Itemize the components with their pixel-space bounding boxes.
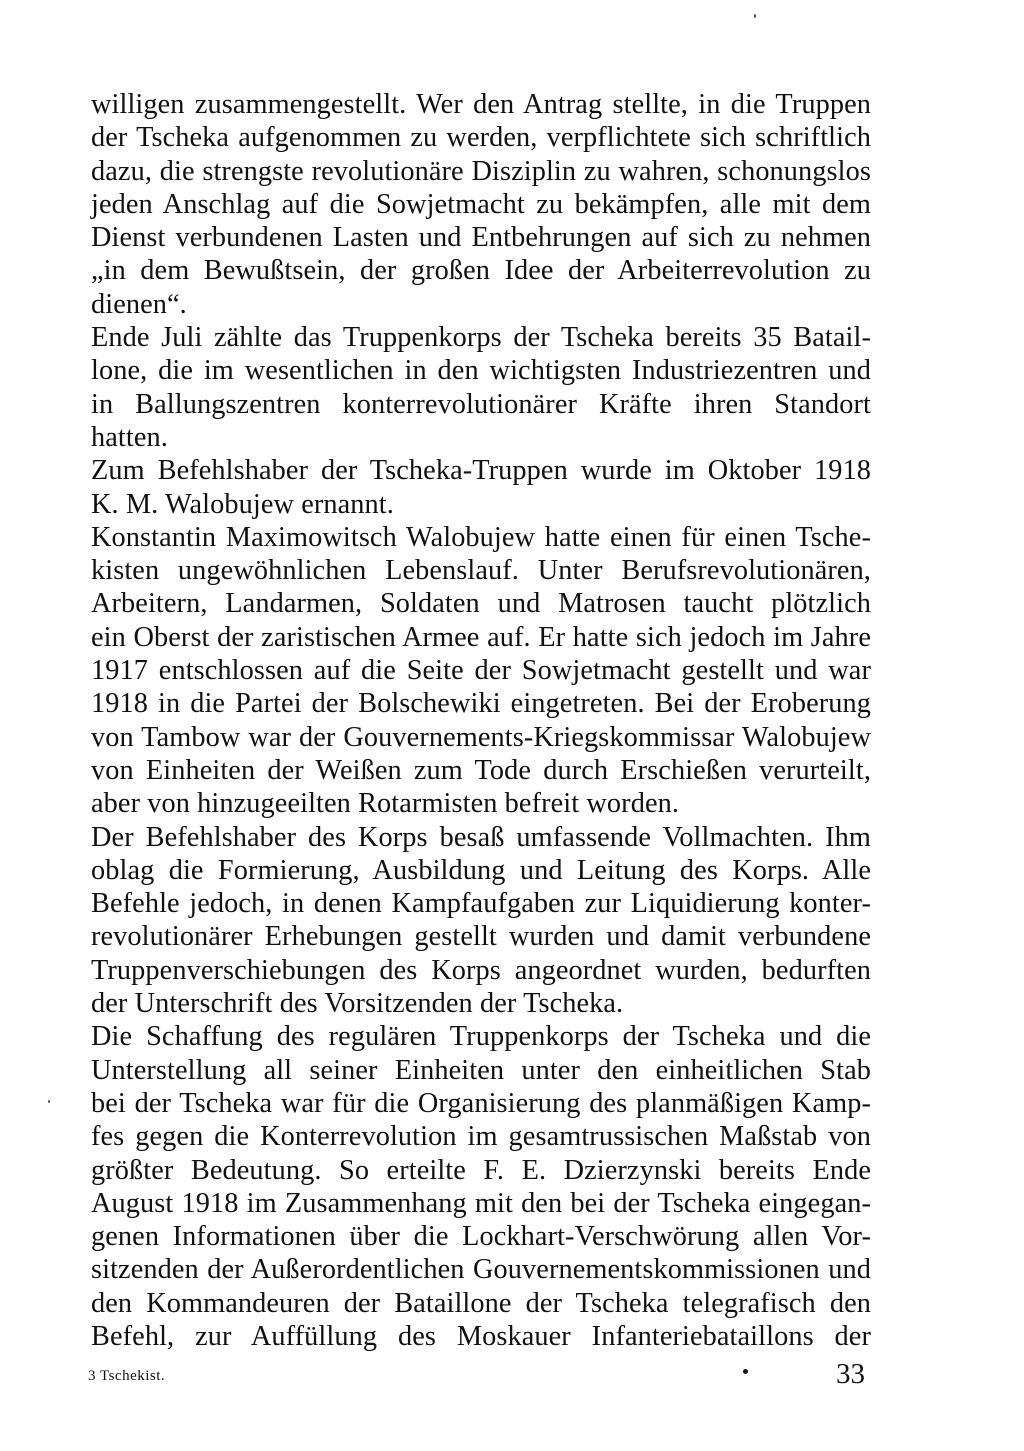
text-line: Arbeitern, Landarmen, Soldaten und Matrosen taucht plötzlich [91,588,871,620]
text-line: dienen“. [91,288,187,320]
text-line: Unterstellung all seiner Einheiten unter den einheitlichen Stab [91,1054,871,1086]
text-line: fes gegen die Konterrevolution im gesamtrussischen Maßstab von [91,1121,871,1153]
text-line: dazu, die strengste revolutionäre Disziplin zu wahren, schonungslos [91,155,871,187]
text-line: oblag die Formierung, Ausbildung und Leitung des Korps. Alle [91,854,871,886]
text-line: hatten. [91,421,168,453]
text-line: Konstantin Maximowitsch Walobujew hatte einen für einen Tsche- [91,521,871,553]
footer-dot [743,1369,748,1374]
text-line: Truppenverschiebungen des Korps angeordnet wurden, bedurften [91,954,871,986]
text-line: bei der Tscheka war für die Organisierung des planmäßigen Kamp- [91,1087,871,1119]
text-line: Ende Juli zählte das Truppenkorps der Tscheka bereits 35 Batail- [91,322,871,354]
text-line: größter Bedeutung. So erteilte F. E. Dzierzynski bereits Ende [91,1154,871,1186]
text-line: Zum Befehlshaber der Tscheka-Truppen wurde im Oktober 1918 [91,455,871,487]
text-line: genen Informationen über die Lockhart-Verschwörung allen Vor- [91,1221,871,1253]
text-line: von Einheiten der Weißen zum Tode durch Erschießen verurteilt, [91,754,871,786]
text-line: 1918 in die Partei der Bolschewiki eingetreten. Bei der Eroberung [91,688,871,720]
scan-speck [754,14,756,18]
text-line: willigen zusammengestellt. Wer den Antrag stellte, in die Truppen [91,89,871,120]
text-line: in Ballungszentren konterrevolutionärer Kräfte ihren Standort [91,388,871,420]
text-line: „in dem Bewußtsein, der großen Idee der Arbeiterrevolution zu [91,255,871,287]
scan-speck [48,1100,50,1103]
text-line: der Tscheka aufgenommen zu werden, verpflichtete sich schriftlich [91,122,871,154]
text-line: aber von hinzugeeilten Rotarmisten befreit worden. [91,788,680,820]
body-text [91,88,871,1353]
text-line: Befehl, zur Auffüllung des Moskauer Infanteriebataillons der [91,1320,871,1352]
text-line: Die Schaffung des regulären Truppenkorps der Tscheka und die [91,1021,871,1053]
text-line: von Tambow war der Gouvernements-Kriegskommissar Walobujew [91,721,871,753]
text-line: K. M. Walobujew ernannt. [91,488,394,520]
text-line: jeden Anschlag auf die Sowjetmacht zu bekämpfen, alle mit dem [91,188,871,220]
text-line: 1917 entschlossen auf die Seite der Sowjetmacht gestellt und war [91,655,871,687]
text-line: der Unterschrift des Vorsitzenden der Tscheka. [91,988,624,1020]
text-line: August 1918 im Zusammenhang mit den bei der Tscheka eingegan- [91,1187,871,1219]
text-line: Befehle jedoch, in denen Kampfaufgaben zur Liquidierung konter- [91,888,871,920]
text-line: sitzenden der Außerordentlichen Gouvernementskommissionen und [91,1254,871,1286]
text-line: ein Oberst der zaristischen Armee auf. Er hatte sich jedoch im Jahre [91,621,871,653]
text-line: den Kommandeuren der Bataillone der Tscheka telegrafisch den [91,1287,871,1319]
text-line: kisten ungewöhnlichen Lebenslauf. Unter Berufsrevolutionären, [91,555,871,587]
text-line: Der Befehlshaber des Korps besaß umfassende Vollmachten. Ihm [91,821,871,853]
text-line: lone, die im wesentlichen in den wichtigsten Industriezentren und [91,355,871,387]
text-line: revolutionärer Erhebungen gestellt wurden und damit verbundene [91,921,871,953]
printer-signature: 3 Tschekist. [88,1368,166,1384]
text-line: Dienst verbundenen Lasten und Entbehrungen auf sich zu nehmen [91,222,871,254]
page-number: 33 [836,1358,865,1390]
